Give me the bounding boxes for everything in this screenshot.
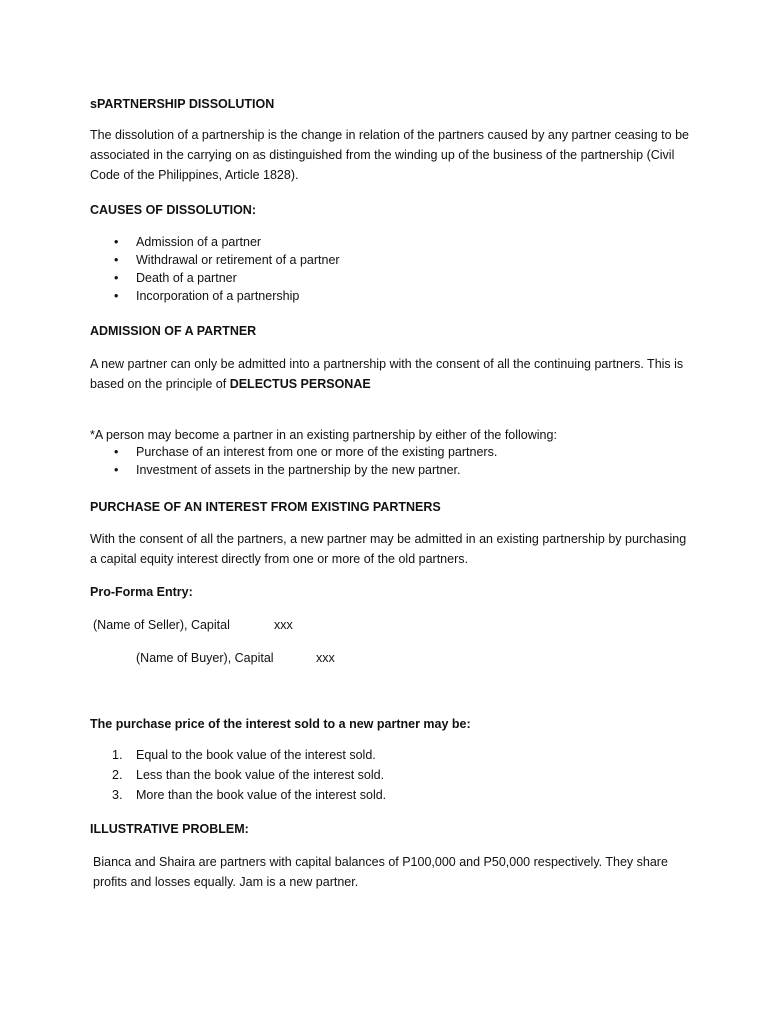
list-item: • Withdrawal or retirement of a partner [90, 251, 690, 269]
list-item: • Purchase of an interest from one or more of the existing partners. [90, 443, 690, 461]
list-number: 1. [112, 748, 123, 762]
admission-paragraph [90, 354, 690, 394]
causes-heading: CAUSES OF DISSOLUTION: [90, 203, 256, 217]
delectus-personae-term: DELECTUS PERSONAE [229, 377, 371, 391]
list-item: • Incorporation of a partnership [90, 287, 690, 305]
purchase-heading: PURCHASE OF AN INTEREST FROM EXISTING PARTNERS [90, 500, 441, 514]
list-item [90, 785, 690, 805]
price-list [90, 745, 690, 805]
admission-paragraph-text: A new partner can only be admitted into a partnership with the consent of all the continuing partners. This is based on the principle of [90, 357, 684, 391]
problem-paragraph: Bianca and Shaira are partners with capital balances of P100,000 and P50,000 respectively. They share profits and losses equally. Jam is a new partner. [93, 855, 668, 889]
list-text: More than the book value of the interest sold. [136, 788, 387, 802]
document-title: sPARTNERSHIP DISSOLUTION [90, 97, 275, 111]
entry-debit-amount: xxx [274, 618, 293, 632]
intro-paragraph: The dissolution of a partnership is the change in relation of the partners caused by any partner ceasing to be associated in the carrying on as distinguished from the winding up of the business of the partnership (Civil Code of the Philippines, Article 1828). [90, 128, 689, 182]
entry-debit-account: (Name of Seller), Capital [93, 618, 230, 632]
list-item [90, 745, 690, 765]
entry-credit-amount: xxx [316, 651, 335, 665]
list-item: • Admission of a partner [90, 233, 690, 251]
causes-list [90, 233, 690, 305]
list-number: 2. [112, 768, 123, 782]
list-item [90, 765, 690, 785]
list-item: • Investment of assets in the partnership by the new partner. [90, 461, 690, 479]
list-number: 3. [112, 788, 123, 802]
list-text: Equal to the book value of the interest sold. [136, 748, 376, 762]
list-text: Less than the book value of the interest sold. [136, 768, 385, 782]
admission-heading: ADMISSION OF A PARTNER [90, 324, 257, 338]
admission-note: *A person may become a partner in an existing partnership by either of the following: [90, 428, 557, 442]
proforma-heading: Pro-Forma Entry: [90, 585, 193, 599]
price-heading: The purchase price of the interest sold to a new partner may be: [90, 717, 471, 731]
problem-heading: ILLUSTRATIVE PROBLEM: [90, 822, 249, 836]
purchase-paragraph: With the consent of all the partners, a new partner may be admitted in an existing partnership by purchasing a capital equity interest directly from one or more of the old partners. [90, 532, 687, 566]
list-item: • Death of a partner [90, 269, 690, 287]
admission-ways-list [90, 443, 690, 479]
entry-credit-account: (Name of Buyer), Capital [136, 651, 274, 665]
